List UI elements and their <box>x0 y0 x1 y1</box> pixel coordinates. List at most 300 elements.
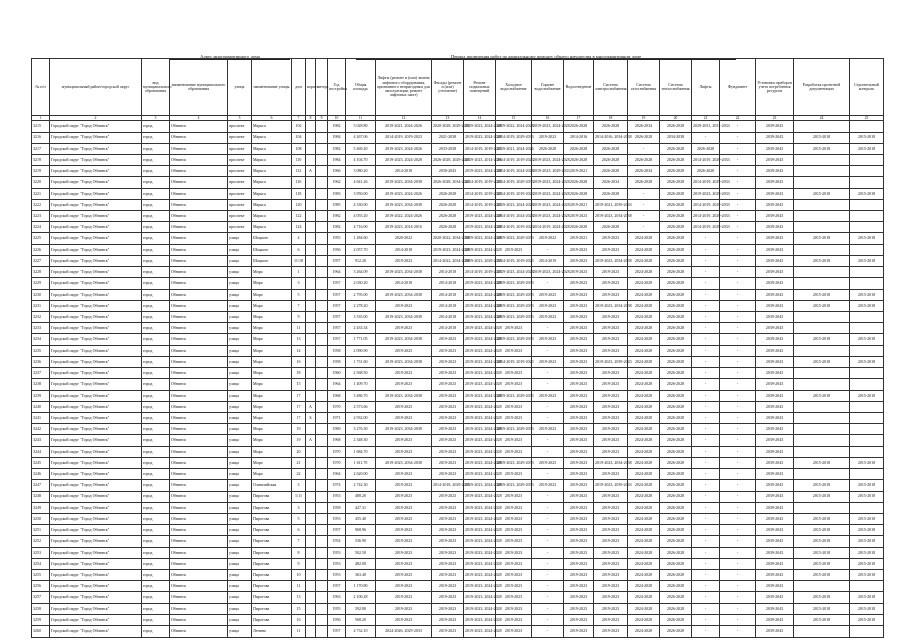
cell-mo: Обнинск <box>170 356 228 367</box>
cell-c19: 2024-2028 <box>628 289 660 300</box>
cell-lit <box>316 255 328 266</box>
cell-c19: 2024-2028 <box>628 345 660 356</box>
cell-n: 3226 <box>32 244 50 255</box>
cell-h: 21 <box>292 457 306 468</box>
cell-st: проспект <box>228 211 252 222</box>
cell-sn: Мира <box>252 312 292 323</box>
cell-c23: 2039-2043 <box>756 177 794 188</box>
table-row <box>32 255 884 266</box>
cell-c18: 2019-2023 <box>594 570 628 581</box>
column-header: улица <box>228 59 252 116</box>
cell-area: 2 057.70 <box>346 244 376 255</box>
cell-y: 1971 <box>328 412 346 423</box>
cell-c14: 2019-2023, 2024-2028 <box>464 244 496 255</box>
cell-ao: Городской округ "Город Обнинск" <box>50 626 142 638</box>
table-row <box>32 513 884 524</box>
table-row <box>32 188 884 199</box>
cell-n: 3250 <box>32 513 50 524</box>
cell-c21: - <box>692 356 720 367</box>
cell-t: город <box>142 502 170 513</box>
cell-n: 3257 <box>32 592 50 603</box>
cell-c15: 2014-2019, 2019-2023 <box>496 188 532 199</box>
cell-lit <box>316 368 328 379</box>
cell-sn: Шацкого <box>252 233 292 244</box>
cell-c22: - <box>720 199 756 210</box>
cell-st: улица <box>228 547 252 558</box>
cell-area: 5 469.20 <box>346 143 376 154</box>
cell-c16: 2019-2023 <box>532 424 564 435</box>
cell-c12: 2019-2023 <box>376 491 432 502</box>
cell-c15: 2019-2023, 2029-2033 <box>496 390 532 401</box>
cell-c14: 2019-2023, 2024-2028 <box>464 592 496 603</box>
cell-n: 3224 <box>32 222 50 233</box>
cell-c16: 2019-2023 <box>532 132 564 143</box>
cell-c22: - <box>720 570 756 581</box>
cell-c22: - <box>720 480 756 491</box>
cell-c23: 2039-2043 <box>756 199 794 210</box>
cell-c20: 2026-2028 <box>660 379 692 390</box>
cell-c16: 2019-2023, 2029-2033 <box>532 166 564 177</box>
cell-c17: 2019-2023 <box>564 379 594 390</box>
cell-c21: - <box>692 592 720 603</box>
cell-c22: - <box>720 536 756 547</box>
cell-c21: - <box>692 289 720 300</box>
cell-c20: 2026-2028 <box>660 603 692 614</box>
cell-k <box>306 267 316 278</box>
cell-c21: - <box>692 368 720 379</box>
cell-c18: 2026-2034 <box>594 177 628 188</box>
cell-y: 1964 <box>328 379 346 390</box>
cell-c18: 2019-2023 <box>594 435 628 446</box>
cell-c21: 2014-2019, 2029-2033 <box>692 154 720 165</box>
cell-lit <box>316 379 328 390</box>
cell-h: 13 <box>292 592 306 603</box>
cell-c22: - <box>720 502 756 513</box>
cell-c16: 2019-2023, 2024-2028 <box>532 121 564 132</box>
cell-ao: Городской округ "Город Обнинск" <box>50 166 142 177</box>
cell-c17: 2019-2021 <box>564 166 594 177</box>
cell-c17: 2019-2023 <box>564 435 594 446</box>
cell-st: улица <box>228 435 252 446</box>
cell-c21: 2014-2019, 2029-2033 <box>692 199 720 210</box>
cell-c21: - <box>692 446 720 457</box>
cell-st: проспект <box>228 154 252 165</box>
cell-y: 1963 <box>328 592 346 603</box>
cell-c15: 2019-2023, 2029-2033 <box>496 312 532 323</box>
cell-c16: - <box>532 379 564 390</box>
cell-c23: 2039-2043 <box>756 222 794 233</box>
cell-c14: 2019-2023, 2024-2028 <box>464 211 496 222</box>
cell-c15: 2019-2023 <box>496 525 532 536</box>
cell-c21: - <box>692 424 720 435</box>
cell-k <box>306 345 316 356</box>
cell-c19: 2024-2028 <box>628 401 660 412</box>
capital-repair-register-table <box>31 58 884 638</box>
table-row <box>32 345 884 356</box>
cell-c25 <box>850 626 884 638</box>
cell-mo: Обнинск <box>170 345 228 356</box>
periods-group-header: Период проведения работ по капитальному ремонту общего имущества в многоквартирном доме <box>356 54 736 60</box>
cell-c22: - <box>720 379 756 390</box>
cell-c16: 2019-2023 <box>532 300 564 311</box>
cell-c20: 2026-2028 <box>660 401 692 412</box>
cell-c13: 2019-2023 <box>432 513 464 524</box>
cell-lit <box>316 334 328 345</box>
cell-n: 3247 <box>32 480 50 491</box>
cell-lit <box>316 536 328 547</box>
cell-c13: 2033-2038 <box>432 143 464 154</box>
column-header: наименование муниципального образования <box>170 59 228 116</box>
cell-c14: 2019-2023, 2024-2028 <box>464 121 496 132</box>
cell-lit <box>316 626 328 638</box>
column-number: 4 <box>170 116 228 121</box>
cell-c20: 2026-2028 <box>660 255 692 266</box>
cell-c17: 2014-2016 <box>564 132 594 143</box>
table-row <box>32 525 884 536</box>
cell-k <box>306 255 316 266</box>
cell-t: город <box>142 312 170 323</box>
cell-st: проспект <box>228 177 252 188</box>
cell-h: 3 <box>292 480 306 491</box>
cell-y: 1957 <box>328 323 346 334</box>
cell-c16: - <box>532 626 564 638</box>
cell-sn: Маркса <box>252 154 292 165</box>
cell-ao: Городской округ "Город Обнинск" <box>50 132 142 143</box>
cell-c15: 2019-2023 <box>496 603 532 614</box>
cell-t: город <box>142 558 170 569</box>
cell-c25: 2015-2018 <box>850 558 884 569</box>
cell-h: 108 <box>292 143 306 154</box>
cell-c14: 2019-2023, 2024-2028 <box>464 222 496 233</box>
cell-c18: 2019-2023, 2034-2038 <box>594 300 628 311</box>
cell-t: город <box>142 435 170 446</box>
cell-n: 3222 <box>32 199 50 210</box>
cell-c22: - <box>720 289 756 300</box>
cell-c18: 2019-2023 <box>594 614 628 625</box>
cell-st: улица <box>228 603 252 614</box>
cell-n: 3237 <box>32 368 50 379</box>
cell-c23: 2039-2043 <box>756 491 794 502</box>
cell-c21: 2026-2028 <box>692 166 720 177</box>
cell-mo: Обнинск <box>170 603 228 614</box>
cell-st: улица <box>228 244 252 255</box>
cell-c12: 2019-2023 <box>376 480 432 491</box>
cell-n: 3215 <box>32 121 50 132</box>
cell-t: город <box>142 334 170 345</box>
cell-t: город <box>142 412 170 423</box>
cell-c15: 2019-2023 <box>496 345 532 356</box>
cell-t: город <box>142 222 170 233</box>
cell-c19: 2024-2028 <box>628 603 660 614</box>
cell-area: 2 742.30 <box>346 480 376 491</box>
cell-st: проспект <box>228 121 252 132</box>
cell-sn: Пирогова <box>252 614 292 625</box>
cell-c20: 2026-2028 <box>660 334 692 345</box>
cell-c23: 2039-2043 <box>756 480 794 491</box>
cell-ao: Городской округ "Город Обнинск" <box>50 525 142 536</box>
cell-lit <box>316 412 328 423</box>
cell-c19: 2024-2028 <box>628 480 660 491</box>
cell-area: 2 795.00 <box>346 289 376 300</box>
cell-c20: 2026-2028 <box>660 502 692 513</box>
cell-c15: 2019-2021, 2024-2026 <box>496 143 532 154</box>
cell-c18: 2019-2023 <box>594 244 628 255</box>
cell-c23: 2039-2043 <box>756 255 794 266</box>
cell-c19: 2026-2034 <box>628 121 660 132</box>
cell-c25: 2015-2018 <box>850 143 884 154</box>
cell-c24 <box>794 502 850 513</box>
column-number: 24 <box>794 116 850 121</box>
cell-c17: 2019-2023 <box>564 368 594 379</box>
cell-k <box>306 424 316 435</box>
cell-c20: 2026-2028 <box>660 614 692 625</box>
cell-sn: Маркса <box>252 177 292 188</box>
cell-n: 3240 <box>32 401 50 412</box>
cell-st: улица <box>228 536 252 547</box>
cell-n: 3228 <box>32 267 50 278</box>
cell-h: 13 <box>292 334 306 345</box>
column-number: 13 <box>432 116 464 121</box>
cell-c18: 2026-2028 <box>594 121 628 132</box>
cell-t: город <box>142 211 170 222</box>
cell-c25 <box>850 435 884 446</box>
cell-h: 22 <box>292 469 306 480</box>
cell-area: 1 409.70 <box>346 379 376 390</box>
cell-c23: 2039-2043 <box>756 446 794 457</box>
cell-c24 <box>794 424 850 435</box>
cell-c24 <box>794 469 850 480</box>
cell-c16: 2019-2023, 2024-2028 <box>532 199 564 210</box>
cell-c21: - <box>692 469 720 480</box>
cell-c15: 2019-2023, 2029-2033 <box>496 424 532 435</box>
cell-c13: 2019-2023 <box>432 558 464 569</box>
cell-c22: - <box>720 513 756 524</box>
table-row <box>32 502 884 513</box>
cell-c19: 2024-2028 <box>628 267 660 278</box>
cell-c24 <box>794 401 850 412</box>
cell-c19: 2024-2028 <box>628 469 660 480</box>
table-body <box>32 121 884 638</box>
cell-y: 1962 <box>328 177 346 188</box>
cell-c16: 2019-2023, 2024-2028 <box>532 188 564 199</box>
cell-c22: - <box>720 401 756 412</box>
cell-mo: Обнинск <box>170 547 228 558</box>
cell-k <box>306 603 316 614</box>
cell-c15: 2019-2022, 2024-2028 <box>496 121 532 132</box>
cell-mo: Обнинск <box>170 502 228 513</box>
cell-st: улица <box>228 368 252 379</box>
cell-c19: - <box>628 211 660 222</box>
cell-c13: 2026-2028 <box>432 222 464 233</box>
cell-c20: 2026-2028 <box>660 356 692 367</box>
cell-k: Б <box>306 412 316 423</box>
cell-c16: 2019-2023 <box>532 457 564 468</box>
cell-lit <box>316 154 328 165</box>
cell-area: 2 348.30 <box>346 435 376 446</box>
cell-c14: 2019-2023, 2024-2028 <box>464 536 496 547</box>
cell-h: 15 <box>292 379 306 390</box>
cell-c17: 2019-2023 <box>564 255 594 266</box>
cell-c18: 2019-2023, 2034-2038 <box>594 211 628 222</box>
cell-t: город <box>142 401 170 412</box>
cell-c18: 2026-2028 <box>594 188 628 199</box>
cell-c21: 2014-2019, 2029-2033 <box>692 222 720 233</box>
cell-c19: 2024-2028 <box>628 300 660 311</box>
cell-c20: 2026-2028 <box>660 547 692 558</box>
cell-c24 <box>794 626 850 638</box>
cell-c22: - <box>720 323 756 334</box>
cell-c14: 2019-2023, 2024-2028 <box>464 513 496 524</box>
cell-ao: Городской округ "Город Обнинск" <box>50 614 142 625</box>
cell-c12: 2019-2023 <box>376 525 432 536</box>
cell-c25 <box>850 424 884 435</box>
cell-c16: - <box>532 502 564 513</box>
cell-lit <box>316 132 328 143</box>
cell-c15: 2019-2023, 2024-2028 <box>496 199 532 210</box>
cell-c14: 2019-2023, 2024-2028 <box>464 446 496 457</box>
cell-y: 1969 <box>328 424 346 435</box>
cell-c14: 2019-2023, 2024-2028 <box>464 233 496 244</box>
cell-sn: Пирогова <box>252 603 292 614</box>
cell-c24 <box>794 312 850 323</box>
cell-c19: 2024-2028 <box>628 312 660 323</box>
cell-c12: 2019-2023, 2024-2028 <box>376 154 432 165</box>
cell-mo: Обнинск <box>170 300 228 311</box>
cell-c24 <box>794 446 850 457</box>
cell-lit <box>316 513 328 524</box>
cell-st: улица <box>228 581 252 592</box>
cell-c12: 2014-2018 <box>376 244 432 255</box>
cell-c15: 2019-2023 <box>496 469 532 480</box>
cell-c12: 2019-2023, 2034-2038 <box>376 312 432 323</box>
cell-c15: 2014-2019, 2024-2028 <box>496 211 532 222</box>
cell-c25: 2015-2018 <box>850 525 884 536</box>
cell-ao: Городской округ "Город Обнинск" <box>50 502 142 513</box>
cell-c23: 2039-2043 <box>756 323 794 334</box>
cell-c17: 2019-2023 <box>564 345 594 356</box>
cell-lit <box>316 592 328 603</box>
cell-sn: Пирогова <box>252 581 292 592</box>
cell-lit <box>316 570 328 581</box>
cell-st: проспект <box>228 199 252 210</box>
cell-k <box>306 143 316 154</box>
cell-c13: 2026-2028 <box>432 199 464 210</box>
cell-c13: 2019-2023 <box>432 412 464 423</box>
cell-c23: 2039-2043 <box>756 592 794 603</box>
cell-c25: 2015-2018 <box>850 547 884 558</box>
table-row <box>32 222 884 233</box>
cell-mo: Обнинск <box>170 188 228 199</box>
cell-y: 1958 <box>328 356 346 367</box>
cell-c15: 2019-2023 <box>496 446 532 457</box>
column-number: 18 <box>594 116 628 121</box>
cell-c14: 2019-2023, 2024-2028 <box>464 368 496 379</box>
cell-y: 1970 <box>328 457 346 468</box>
cell-y: 1982 <box>328 143 346 154</box>
cell-c15: 2019-2023 <box>496 547 532 558</box>
cell-c22: - <box>720 390 756 401</box>
cell-lit <box>316 435 328 446</box>
cell-c18: 2019-2023 <box>594 446 628 457</box>
cell-y: 1953 <box>328 547 346 558</box>
cell-c13: 2019-2023 <box>432 356 464 367</box>
cell-area: 4 330.00 <box>346 199 376 210</box>
cell-area: 4 716.00 <box>346 222 376 233</box>
table-row <box>32 199 884 210</box>
cell-c17: 2019-2023 <box>564 278 594 289</box>
cell-sn: Пирогова <box>252 547 292 558</box>
cell-st: улица <box>228 469 252 480</box>
cell-n: 3255 <box>32 570 50 581</box>
cell-k <box>306 323 316 334</box>
cell-c20: 2026-2028 <box>660 166 692 177</box>
cell-c22: - <box>720 211 756 222</box>
cell-h: 17 <box>292 412 306 423</box>
cell-ao: Городской округ "Город Обнинск" <box>50 480 142 491</box>
cell-n: 3251 <box>32 525 50 536</box>
cell-c14: 2019-2023, 2024-2028 <box>464 614 496 625</box>
cell-t: город <box>142 480 170 491</box>
cell-t: город <box>142 166 170 177</box>
cell-ao: Городской округ "Город Обнинск" <box>50 267 142 278</box>
table-row <box>32 424 884 435</box>
cell-c17: 2026-2028 <box>564 222 594 233</box>
cell-c18: 2019-2023 <box>594 491 628 502</box>
cell-c12: 2014-2018 <box>376 278 432 289</box>
cell-mo: Обнинск <box>170 143 228 154</box>
cell-c13: 2019-2023 <box>432 491 464 502</box>
cell-t: город <box>142 491 170 502</box>
cell-mo: Обнинск <box>170 323 228 334</box>
cell-h: 5 <box>292 513 306 524</box>
cell-t: город <box>142 121 170 132</box>
cell-c16: 2014-2019, 2024-2028 <box>532 222 564 233</box>
cell-c24 <box>794 166 850 177</box>
cell-area: 1 611.70 <box>346 457 376 468</box>
cell-c17: 2019-2023 <box>564 211 594 222</box>
cell-c17: 2019-2023 <box>564 412 594 423</box>
cell-h: 11 <box>292 626 306 638</box>
cell-c23: 2039-2043 <box>756 300 794 311</box>
cell-c17: 2019-2023 <box>564 547 594 558</box>
cell-c15: 2019-2023 <box>496 323 532 334</box>
cell-st: улица <box>228 233 252 244</box>
cell-c12: 2019-2023 <box>376 581 432 592</box>
column-number: 5 <box>228 116 252 121</box>
cell-c19: 2024-2028 <box>628 491 660 502</box>
cell-sn: Маркса <box>252 211 292 222</box>
cell-c22: - <box>720 368 756 379</box>
cell-lit <box>316 558 328 569</box>
cell-c17: 2019-2023 <box>564 323 594 334</box>
cell-c15: 2019-2023 <box>496 592 532 603</box>
cell-ao: Городской округ "Город Обнинск" <box>50 513 142 524</box>
cell-c13: 2019-2023 <box>432 345 464 356</box>
cell-c17: 2026-2028 <box>564 188 594 199</box>
cell-c14: 2019-2023, 2024-2028 <box>464 390 496 401</box>
cell-c22: - <box>720 334 756 345</box>
cell-h: 1/11 <box>292 491 306 502</box>
cell-c12: 2019-2023 <box>376 614 432 625</box>
cell-c25 <box>850 581 884 592</box>
cell-c13: 2019-2023 <box>432 379 464 390</box>
cell-c20: 2026-2028 <box>660 345 692 356</box>
cell-sn: Пирогова <box>252 525 292 536</box>
cell-c24 <box>794 581 850 592</box>
column-number: 21 <box>692 116 720 121</box>
cell-c13: 2019-2023 <box>432 592 464 603</box>
cell-c24: 2015-2018 <box>794 300 850 311</box>
